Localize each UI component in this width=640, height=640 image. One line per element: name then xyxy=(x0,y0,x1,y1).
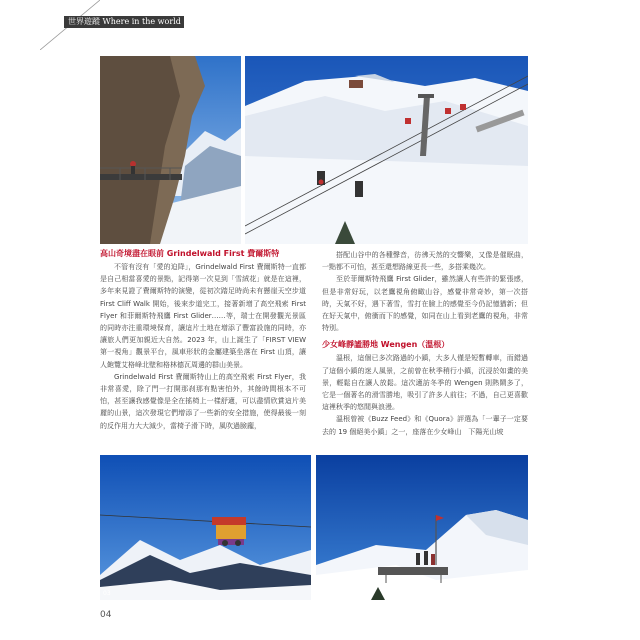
paragraph: 不管有沒有「愛的迫降」，Grindelwald First 費爾斯特一直都是自己相當喜愛的景點，記得第一次見到「雪絨花」就是在這裡，多年來見證了費爾斯特的演變，從初次踏足時尚未有懸崖天空步道 First Cliff Walk 開始，後來步道完工，接著新增了高空飛索 First Flyer 和菲爾斯特飛鷹 First Glider……等，瑞士在開發觀光景區的同時亦注重環境保育，讓這片土地在增添了豐富設施的同時，亦讓旅人們更加親近大自然。2023 年，山上誕生了「FIRST VIEW 第一視角」觀景平台，風車形狀的金屬建築坐落在 First 山頂，讓人飽覽艾格峰北壁和格林德瓦周邊的群山美景。 xyxy=(100,263,306,369)
section-label: 世界遊蹤 Where in the world xyxy=(68,17,181,26)
paragraph: Grindelwald First 費爾斯特山上的高空飛索 First Flyer，我非常喜愛，除了門一打開那刹那有點害怕外，其餘時間根本不可怕，甚至讓我感覺像是全在搖椅上一樣舒適，可以盡情欣賞這片美麗的山景，這次發現它們增添了一些新的安全措施，使得最後一刻的反作用力大大減少，當椅子滑下時，風吹過臉龐， xyxy=(100,372,306,430)
photo-first-view-platform xyxy=(316,455,528,600)
paragraph: 至於菲爾斯特飛鷹 First Glider，雖然讓人有些許的緊張感，但是非常好玩，以老鷹視角俯瞰山谷，感覺非常奇妙，第一次搭時，天氣不好，遇下著雪，雪打在臉上的感覺至今仍記憶猶新；但在好天氣中，俯衝而下的感覺，如同在山上看到老鷹的視角，非常特別。 xyxy=(322,275,528,333)
photo-gondola-slopes xyxy=(245,56,528,244)
page-number: 04 xyxy=(100,610,112,620)
paragraph: 溫根曾被《Buzz Feed》和《Quora》評選為「一輩子一定要去的 19 個絕美小鎮」之一，座落在少女峰山 下陽光山坡 xyxy=(322,415,528,436)
left-text-column xyxy=(100,247,306,432)
photo-cliff-walk xyxy=(100,56,241,244)
right-text-column xyxy=(322,249,528,438)
photo-first-flyer xyxy=(100,455,311,600)
section-heading-grindelwald: 高山奇境盡在眼前 Grindelwald First 費爾斯特 xyxy=(100,249,280,258)
paragraph: 搭配山谷中的各種聲音，彷彿天然的交響樂，又像是催眠曲，一點都不可怕，甚至還想路線更長一些，多搭乘幾次。 xyxy=(322,251,528,272)
photo-number: 03 xyxy=(103,590,111,597)
paragraph: 溫根，這個已多次路過的小鎮，大多人僅是短暫轉車，而錯過了這個小鎮的迷人風景，之前曾在秋季稍行小鎮，沉浸於如畫的美景，輕鬆自在讓人放鬆。這次適訪冬季的 Wengen 則熱鬧多了，它是一個著名的滑雪勝地，吸引了許多人前往；不過，自己更喜歡這裡秋季的悠閒與浪漫。 xyxy=(322,354,528,412)
section-heading-wengen: 少女峰靜謐勝地 Wengen（溫根） xyxy=(322,340,450,350)
